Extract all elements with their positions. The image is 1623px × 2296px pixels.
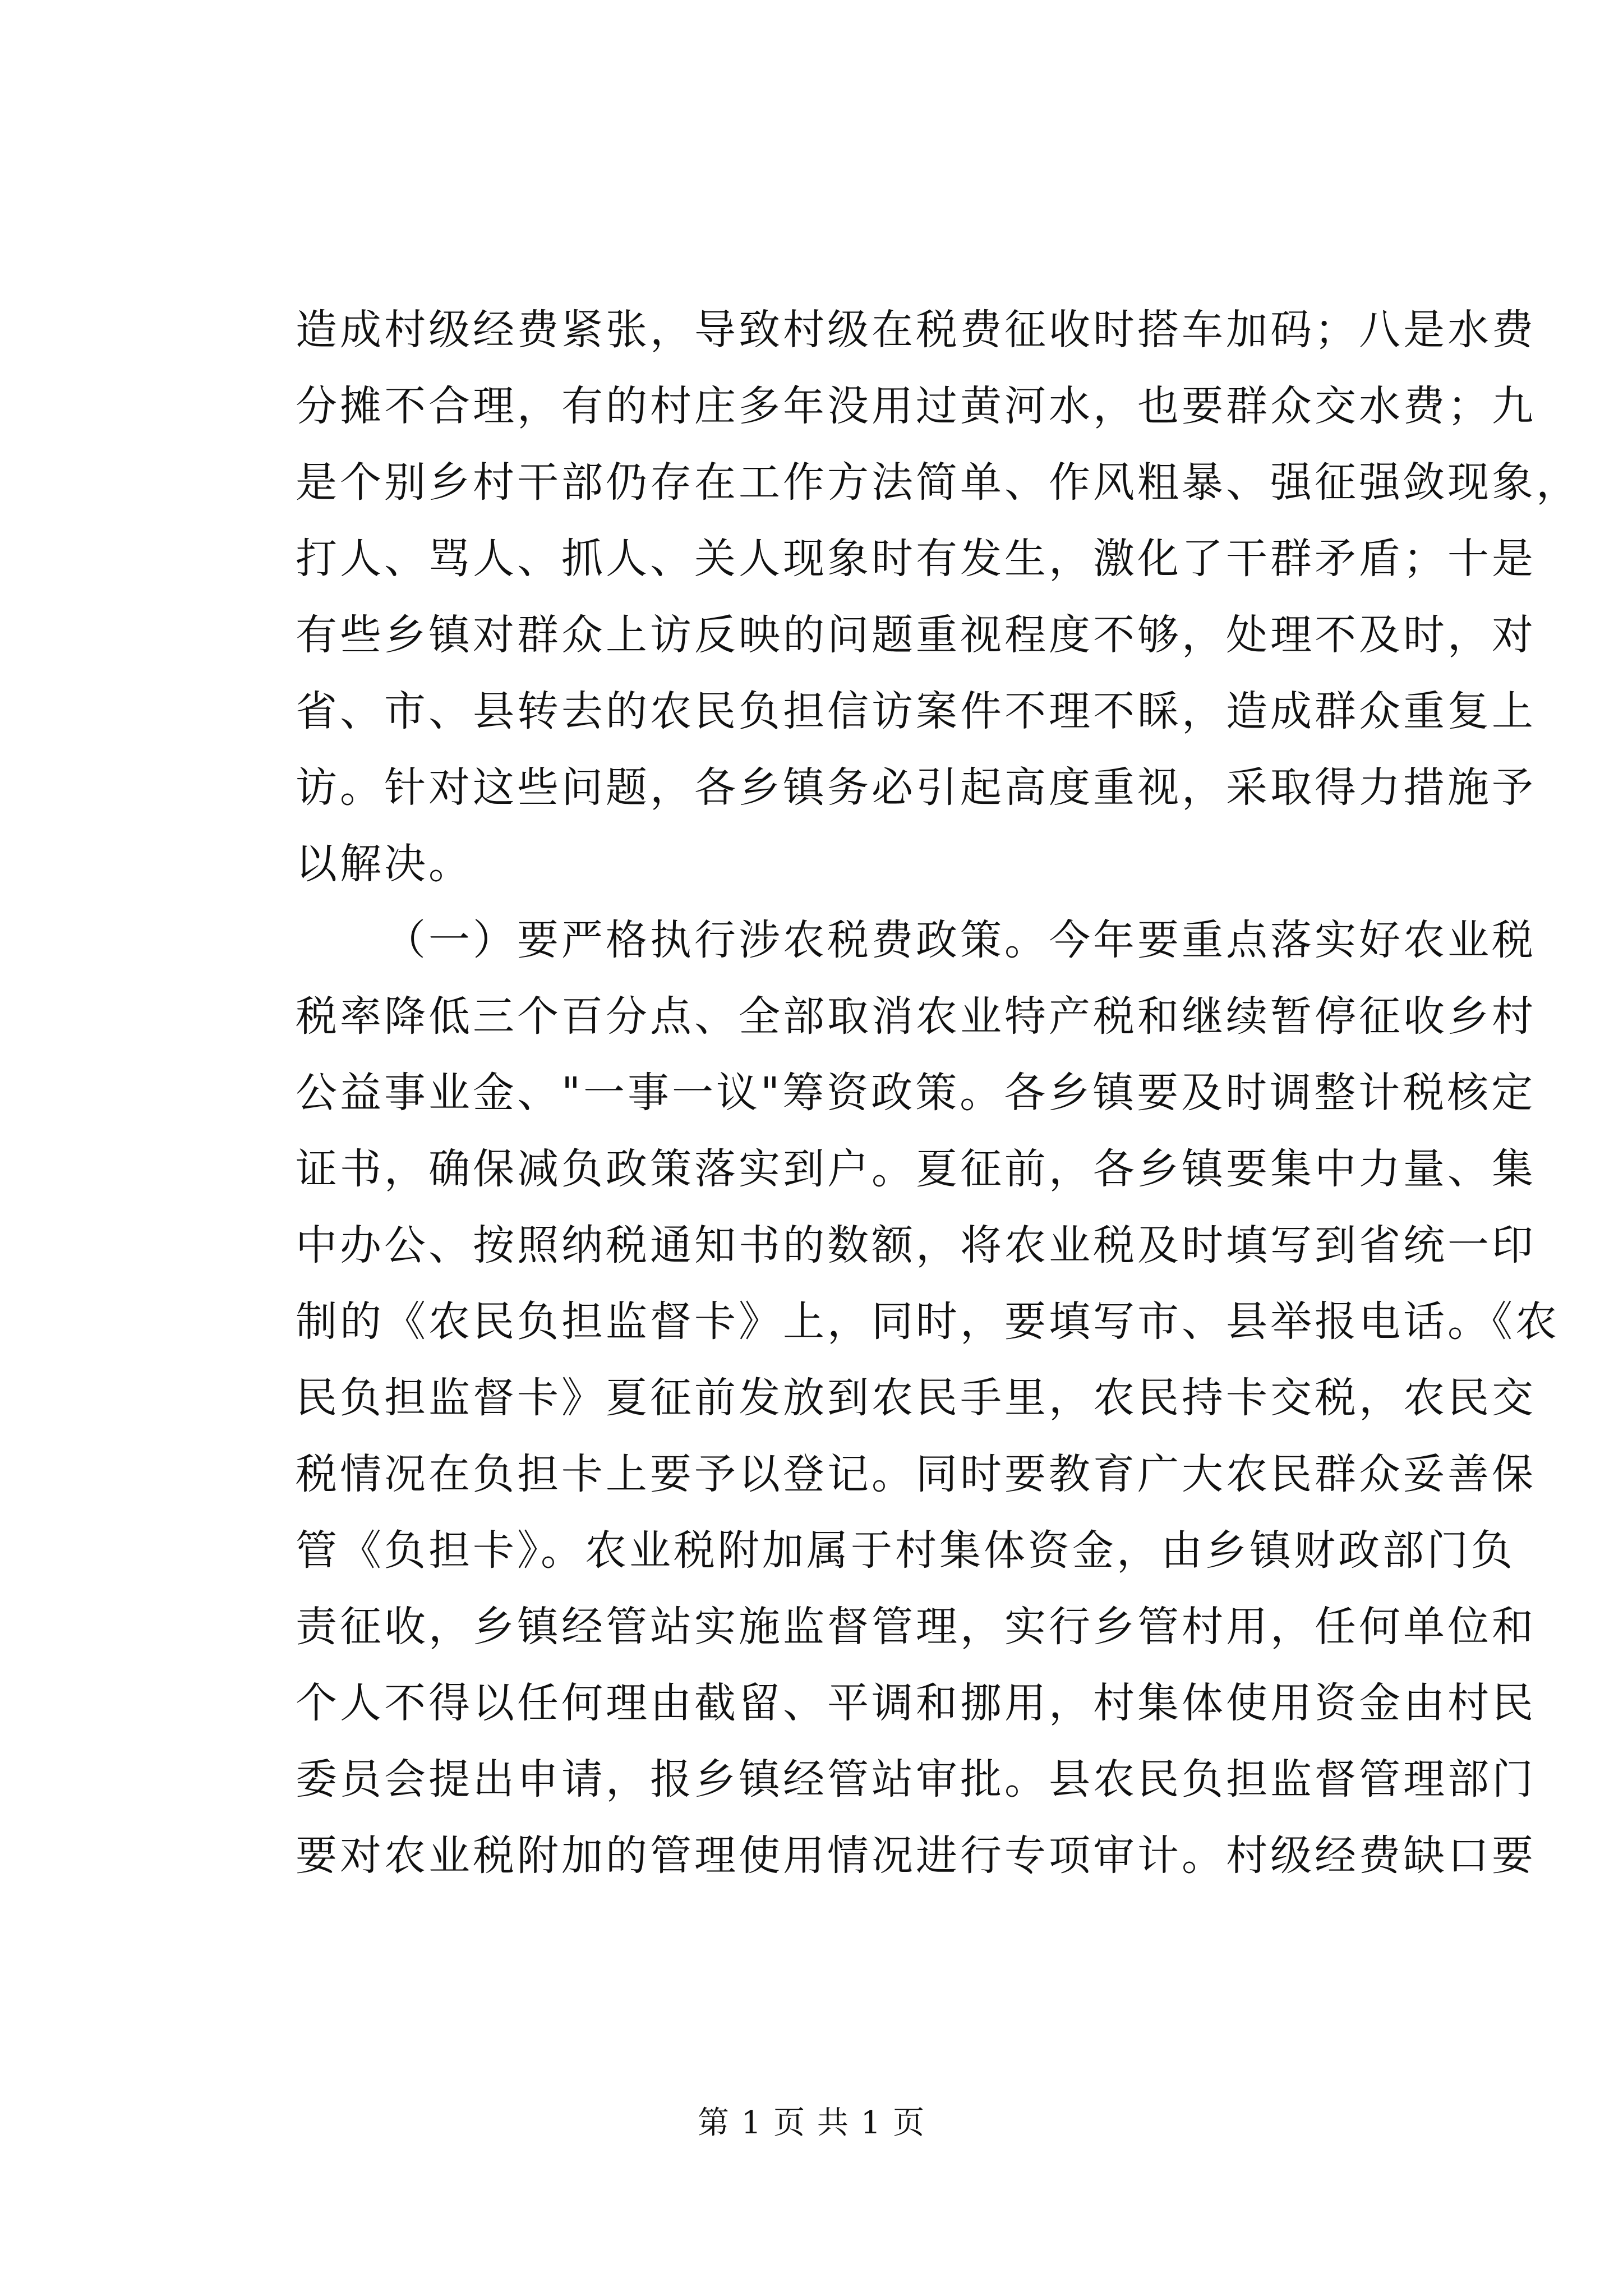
text-line: 个人不得以任何理由截留、平调和挪用，村集体使用资金由村民 — [296, 1679, 1536, 1727]
text-line: 制的《农民负担监督卡》上，同时，要填写市、县举报电话。《农 — [296, 1297, 1560, 1346]
text-line: 打人、骂人、抓人、关人现象时有发生，激化了干群矛盾；十是 — [296, 535, 1536, 583]
text-line: 管《负担卡》。农业税附加属于村集体资金，由乡镇财政部门负 — [296, 1526, 1515, 1575]
text-line: 造成村级经费紧张，导致村级在税费征收时搭车加码；八是水费 — [296, 306, 1536, 354]
text-line: 要对农业税附加的管理使用情况进行专项审计。村级经费缺口要 — [296, 1832, 1536, 1880]
paragraph-first-line: （一）要严格执行涉农税费政策。今年要重点落实好农业税 — [384, 916, 1536, 964]
text-line: 是个别乡村干部仍存在工作方法简单、作风粗暴、强征强敛现象， — [296, 458, 1580, 507]
text-line: 中办公、按照纳税通知书的数额，将农业税及时填写到省统一印 — [296, 1221, 1536, 1269]
text-line: 访。针对这些问题，各乡镇务必引起高度重视，采取得力措施予 — [296, 763, 1536, 812]
text-line: 以解决。 — [296, 840, 473, 888]
text-line: 民负担监督卡》夏征前发放到农民手里，农民持卡交税，农民交 — [296, 1374, 1536, 1422]
text-line: 省、市、县转去的农民负担信访案件不理不睬，造成群众重复上 — [296, 687, 1536, 735]
text-line: 委员会提出申请，报乡镇经管站审批。县农民负担监督管理部门 — [296, 1755, 1536, 1803]
text-line: 税情况在负担卡上要予以登记。同时要教育广大农民群众妥善保 — [296, 1450, 1536, 1498]
page-footer: 第 1 页 共 1 页 — [697, 2105, 926, 2141]
text-line: 公益事业金、"一事一议"筹资政策。各乡镇要及时调整计税核定 — [296, 1069, 1536, 1117]
body-text — [296, 292, 1580, 1894]
text-line: 证书，确保减负政策落实到户。夏征前，各乡镇要集中力量、集 — [296, 1145, 1536, 1193]
text-line: 有些乡镇对群众上访反映的问题重视程度不够，处理不及时，对 — [296, 611, 1536, 659]
text-line: 分摊不合理，有的村庄多年没用过黄河水，也要群众交水费；九 — [296, 382, 1536, 430]
text-line: 责征收，乡镇经管站实施监督管理，实行乡管村用，任何单位和 — [296, 1603, 1536, 1651]
text-line: 税率降低三个百分点、全部取消农业特产税和继续暂停征收乡村 — [296, 992, 1536, 1041]
